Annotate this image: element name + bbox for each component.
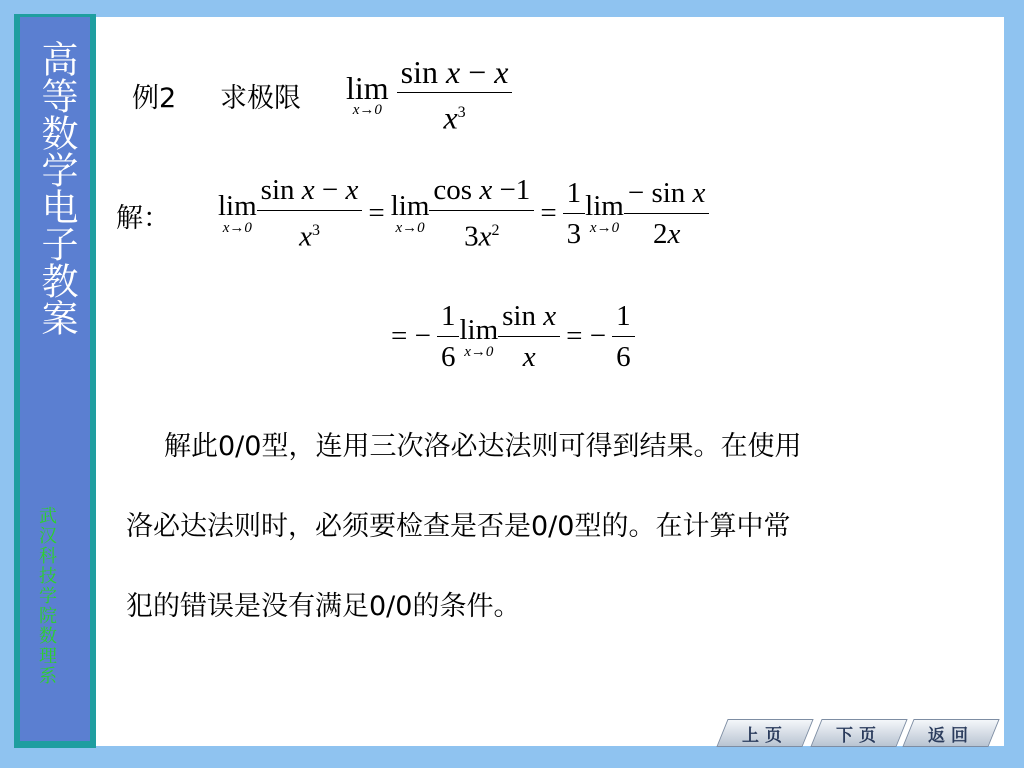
solution-step-1: lim x→0 $\frac{\text{sin x − x}}{x^3}$ = lim x→0 $\frac{\text{cos x −1}}{3x^2}$ = $\frac{1}{3}$ lim x→0 $\frac{\text{− sin x}}{2x}$ — [218, 170, 709, 257]
back-button[interactable] — [908, 719, 994, 747]
next-page-label: 下页 — [836, 726, 882, 746]
paragraph-line-2: 洛必达法则时，必须要检查是否是0/0型的。在计算中常 — [126, 511, 791, 542]
solution-label: 解： — [116, 203, 170, 234]
example-label: 例2 — [132, 83, 177, 114]
next-page-button[interactable] — [816, 719, 902, 747]
course-title: 高等数学电子教案 — [35, 40, 78, 336]
slide-paper — [96, 17, 1004, 746]
prev-page-button[interactable] — [722, 719, 808, 747]
paragraph-line-3: 犯的错误是没有满足0/0的条件。 — [126, 591, 521, 622]
paragraph-line-1: 解此0/0型，连用三次洛必达法则可得到结果。在使用 — [164, 431, 802, 462]
solution-step-2: = − $\frac{1}{6}$ lim x→0 $\frac{\text{sin x}}{x}$ = − $\frac{1}{6}$ — [385, 296, 635, 377]
prev-page-label: 上页 — [742, 726, 788, 746]
school-name: 武汉科技学院数理系 — [36, 506, 57, 686]
example-task: 求极限 — [220, 83, 301, 114]
problem-formula: lim x→0 $\frac{\text{sin x − x}}{x^3}$ — [346, 52, 512, 138]
back-label: 返回 — [928, 726, 974, 746]
